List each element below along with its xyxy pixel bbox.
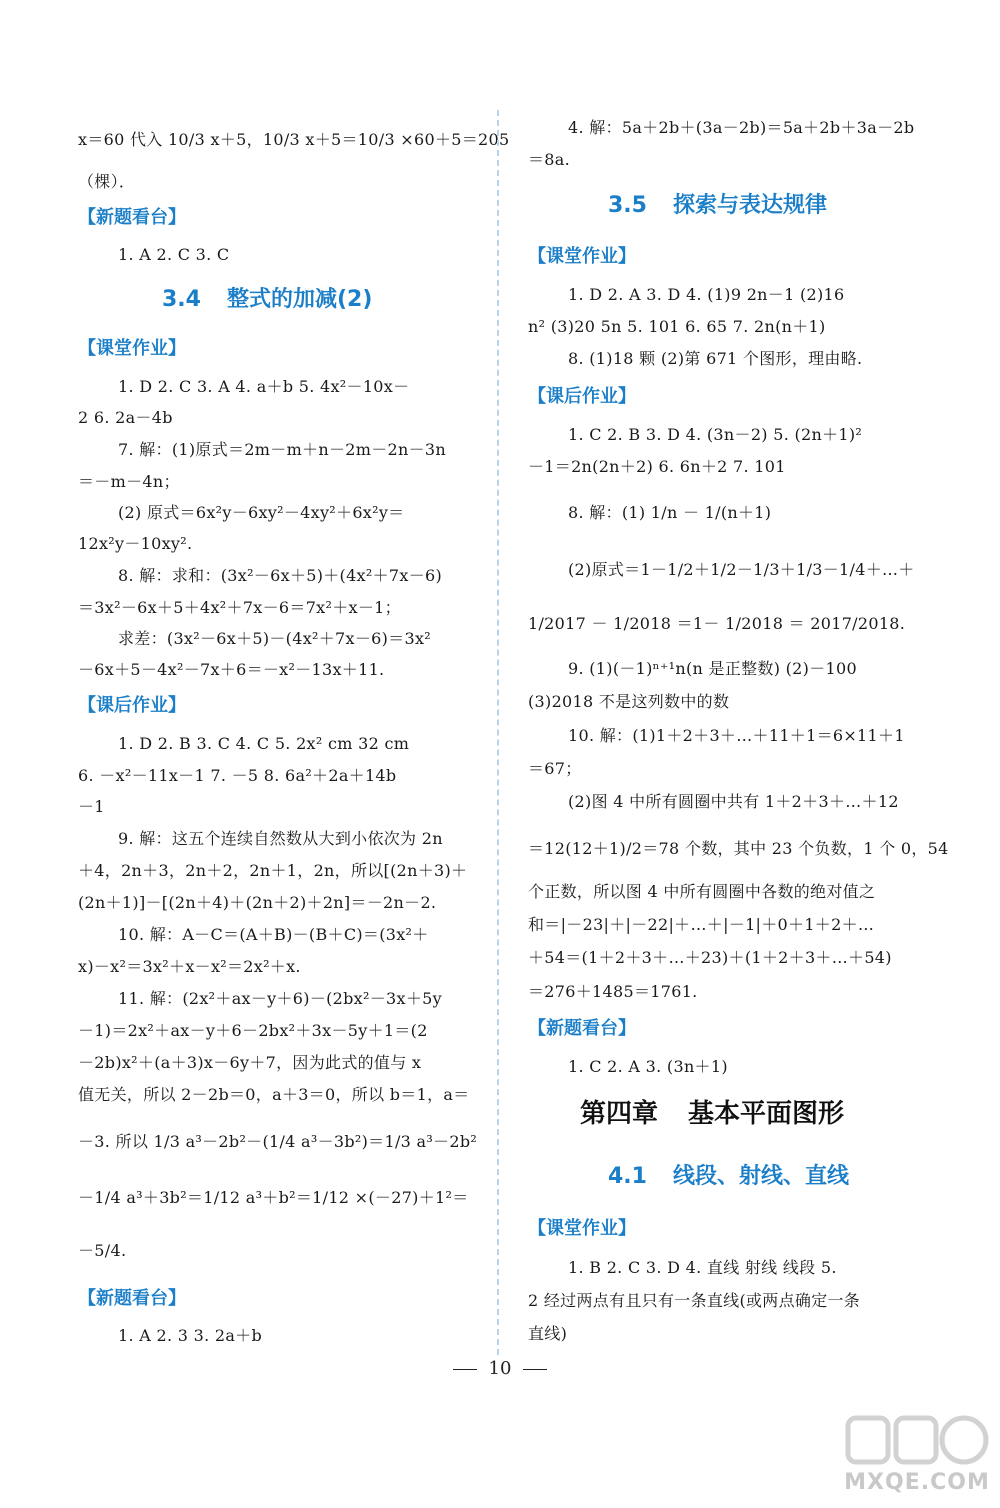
text-line: (2) 原式＝6x²y－6xy²－4xy²＋6x²y＝ [118,503,405,522]
text-line: 1. A 2. C 3. C [118,245,230,264]
text-line: －3. 所以 1/3 a³－2b²－(1/4 a³－3b²)＝1/3 a³－2b² [78,1132,478,1151]
text-line: 和＝|－23|＋|－22|＋…＋|－1|＋0＋1＋2＋… [528,915,875,934]
text-line: (2n＋1)]－[(2n＋4)＋(2n＋2)＋2n]＝－2n－2. [78,893,437,912]
text-line: 1. C 2. A 3. (3n＋1) [568,1057,728,1076]
text-line: 10. 解：(1)1＋2＋3＋…＋11＋1＝6×11＋1 [568,726,905,745]
text-line: n² (3)20 5n 5. 101 6. 65 7. 2n(n＋1) [528,317,826,336]
chapter-name: 基本平面图形 [688,1099,845,1129]
text-line: 9. (1)(－1)ⁿ⁺¹n(n 是正整数) (2)－100 [568,659,857,678]
section-title-4-1 [608,1164,849,1190]
text-line: －1/4 a³＋3b²＝1/12 a³＋b²＝1/12 ×(－27)＋1²＝ [78,1188,469,1207]
heading-new-questions: 【新题看台】 [78,1288,186,1309]
section-number: 3.5 [608,193,647,218]
section-number: 3.4 [162,287,201,312]
text-line: x)－x²＝3x²＋x－x²＝2x²＋x. [78,957,301,976]
dash-left [453,1369,477,1370]
dash-right [523,1369,547,1370]
text-line: 10. 解：A－C＝(A＋B)－(B＋C)＝(3x²＋ [118,925,429,944]
text-line: 个正数，所以图 4 中所有圆圈中各数的绝对值之 [528,882,876,901]
text-line: 1. D 2. B 3. C 4. C 5. 2x² cm 32 cm [118,734,410,753]
text-line: 8. 解：(1) 1/n － 1/(n＋1) [568,503,772,522]
text-line: 2 6. 2a－4b [78,408,173,427]
text-line: －1＝2n(2n＋2) 6. 6n＋2 7. 101 [528,457,786,476]
page-number-text: 10 [488,1358,512,1379]
section-name: 整式的加减(2) [226,287,373,312]
chapter-number: 第四章 [580,1099,659,1129]
text-line: 2 经过两点有且只有一条直线(或两点确定一条 [528,1291,861,1310]
text-line: 1. A 2. 3 3. 2a＋b [118,1326,263,1345]
text-line: （棵）． [78,172,136,191]
heading-new-questions: 【新题看台】 [78,207,186,228]
text-line: 8. (1)18 颗 (2)第 671 个图形，理由略. [568,349,863,368]
text-line: －2b)x²＋(a＋3)x－6y＋7，因为此式的值与 x [78,1053,422,1072]
text-line: 求差：(3x²－6x＋5)－(4x²＋7x－6)＝3x² [118,629,431,648]
watermark-icon [842,1410,992,1470]
text-line: ＝67； [528,759,582,778]
text-line: ＝8a. [528,150,571,169]
heading-classwork: 【课堂作业】 [528,246,636,267]
text-line: ＋4，2n＋3，2n＋2，2n＋1，2n，所以[(2n＋3)＋ [78,861,468,880]
text-line: 6. －x²－11x－1 7. －5 8. 6a²＋2a＋14b [78,766,397,785]
watermark-logo [842,1410,992,1502]
text-line: 4. 解：5a＋2b＋(3a－2b)＝5a＋2b＋3a－2b [568,118,915,137]
chapter-title [580,1099,844,1129]
text-line: －6x＋5－4x²－7x＋6＝－x²－13x＋11. [78,660,385,679]
text-line: 1. B 2. C 3. D 4. 直线 射线 线段 5. [568,1258,837,1277]
text-line: x＝60 代入 10/3 x＋5，10/3 x＋5＝10/3 ×60＋5＝205 [78,130,510,149]
section-title-3-5 [608,193,827,219]
text-line: ＋54＝(1＋2＋3＋…＋23)＋(1＋2＋3＋…＋54) [528,948,892,967]
text-line: －1 [78,797,105,816]
heading-classwork: 【课堂作业】 [78,338,186,359]
text-line: ＝3x²－6x＋5＋4x²＋7x－6＝7x²＋x－1； [78,598,401,617]
heading-new-questions: 【新题看台】 [528,1018,636,1039]
section-number: 4.1 [608,1164,647,1189]
section-name: 线段、射线、直线 [672,1164,849,1189]
text-line: 值无关，所以 2－2b＝0，a＋3＝0，所以 b＝1，a＝ [78,1085,470,1104]
text-line: (3)2018 不是这列数中的数 [528,692,730,711]
text-line: 12x²y－10xy². [78,534,193,553]
text-line: －5/4. [78,1241,127,1260]
text-line: 9. 解：这五个连续自然数从大到小依次为 2n [118,829,443,848]
heading-homework: 【课后作业】 [528,386,636,407]
section-name: 探索与表达规律 [672,193,827,218]
heading-classwork: 【课堂作业】 [528,1218,636,1239]
text-line: ＝12(12＋1)/2＝78 个数，其中 23 个负数，1 个 0，54 [528,839,949,858]
heading-homework: 【课后作业】 [78,695,186,716]
text-line: ＝276＋1485＝1761. [528,982,698,1001]
page-number [440,1358,560,1380]
text-line: 1. D 2. C 3. A 4. a＋b 5. 4x²－10x－ [118,377,410,396]
text-line: 11. 解：(2x²＋ax－y＋6)－(2bx²－3x＋5y [118,989,442,1008]
text-line: －1)＝2x²＋ax－y＋6－2bx²＋3x－5y＋1＝(2 [78,1021,428,1040]
watermark-text: MXQE.COM [844,1470,990,1495]
text-line: 7. 解：(1)原式＝2m－m＋n－2m－2n－3n [118,440,446,459]
text-line: ＝－m－4n； [78,472,180,491]
section-title-3-4 [162,287,372,313]
text-line: (2)原式＝1－1/2＋1/2－1/3＋1/3－1/4＋…＋ [568,560,915,579]
text-line: 1/2017 － 1/2018 ＝1－ 1/2018 ＝ 2017/2018. [528,614,906,633]
text-line: (2)图 4 中所有圆圈中共有 1＋2＋3＋…＋12 [568,792,899,811]
text-line: 直线) [528,1324,568,1343]
text-line: 8. 解：求和：(3x²－6x＋5)＋(4x²＋7x－6) [118,566,443,585]
text-line: 1. C 2. B 3. D 4. (3n－2) 5. (2n＋1)² [568,425,863,444]
text-line: 1. D 2. A 3. D 4. (1)9 2n－1 (2)16 [568,285,845,304]
column-divider [497,110,499,1355]
